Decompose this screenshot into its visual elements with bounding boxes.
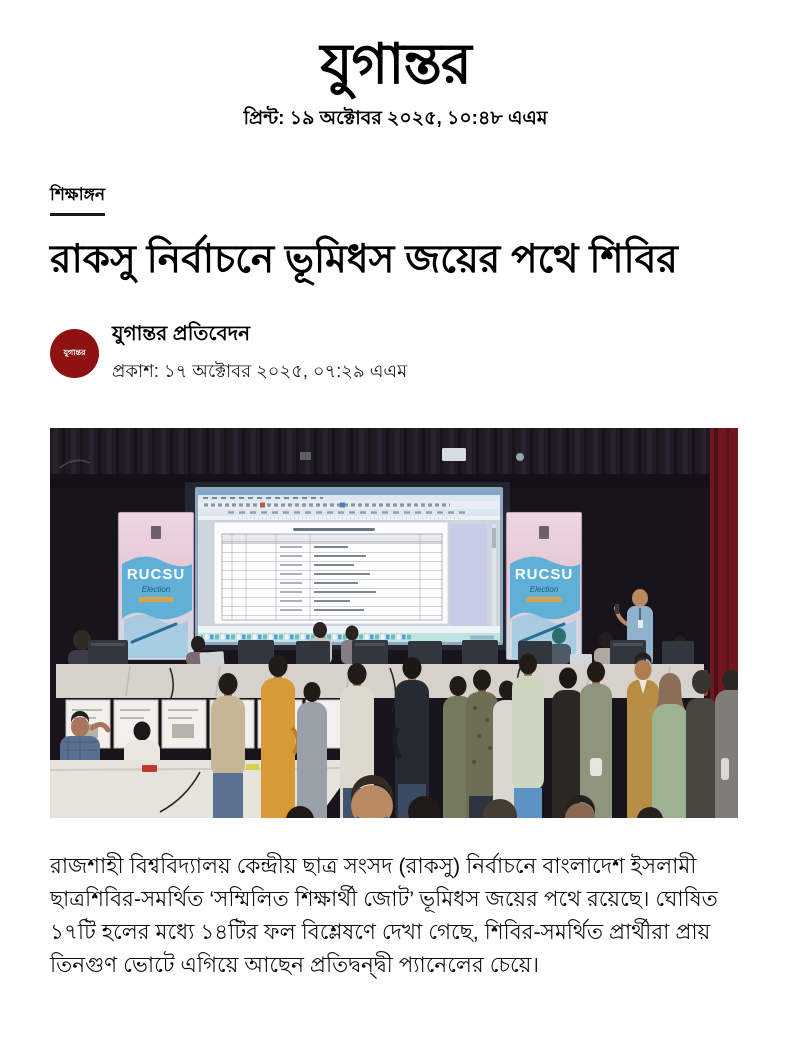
curtain-top <box>50 428 738 478</box>
window-titlebar <box>198 490 500 495</box>
banner-logo-mark <box>151 526 161 539</box>
author-avatar <box>50 329 99 378</box>
masthead <box>0 0 791 136</box>
banner-date-line <box>526 597 562 602</box>
newspaper-logo: যুগান্তর <box>320 31 471 97</box>
stage-fixture <box>516 453 524 461</box>
publish-timestamp: প্রকাশ: ১৭ অক্টোবর ২০২৫, ০৭:২৯ এএম <box>112 360 408 381</box>
led-screen <box>195 487 503 645</box>
document-title-line <box>293 528 375 531</box>
article-headline: রাকসু নির্বাচনে ভূমিধস জয়ের পথে শিবির <box>50 238 678 281</box>
taskbar-clock <box>470 635 494 639</box>
author-name: যুগান্তর প্রতিবেদন <box>112 322 251 345</box>
rucsu-banner-left <box>118 512 194 660</box>
article <box>50 136 741 1032</box>
article-photo-illustration <box>50 428 738 818</box>
banner-logo-mark <box>539 526 549 539</box>
banner-subtitle: Election <box>529 584 559 594</box>
article-body: রাজশাহী বিশ্ববিদ্যালয় কেন্দ্রীয় ছাত্র সংসদ (রাকসু) নির্বাচনে বাংলাদেশ ইসলামী ছাত্রশিবির-সমর্থিত ‘সম্মিলিত শিক্ষার্থী জোট’ ভূমিধস জয়ের পথে রয়েছে। ঘোষিত ১৭টি হলের মধ্যে ১৪টির ফল বিশ্লেষণে দেখা গেছে, শিবির-সমর্থিত প্রার্থীরা প্রায় তিনগুণ ভোটে এগিয়ে আছেন প্রতিদ্বন্দ্বী প্যানেলের চেয়ে। <box>50 853 718 978</box>
banner-subtitle: Election <box>141 584 171 594</box>
byline <box>50 319 741 388</box>
category-link[interactable]: শিক্ষাঙ্গন <box>50 182 105 216</box>
banner-title: RUCSU <box>126 565 186 583</box>
results-table <box>222 534 442 620</box>
byline-meta <box>112 319 407 388</box>
stage-fixture <box>300 452 311 460</box>
side-panel <box>450 524 487 628</box>
article-photo <box>50 428 741 818</box>
rucsu-banner-right <box>506 512 582 660</box>
author-avatar-text: যুগান্তর <box>63 347 86 357</box>
stage-light <box>442 448 466 461</box>
banner-title: RUCSU <box>514 565 574 583</box>
banner-date-line <box>138 597 174 602</box>
print-timestamp: প্রিন্ট: ১৯ অক্টোবর ২০২৫, ১০:৪৮ এএম <box>243 108 548 129</box>
